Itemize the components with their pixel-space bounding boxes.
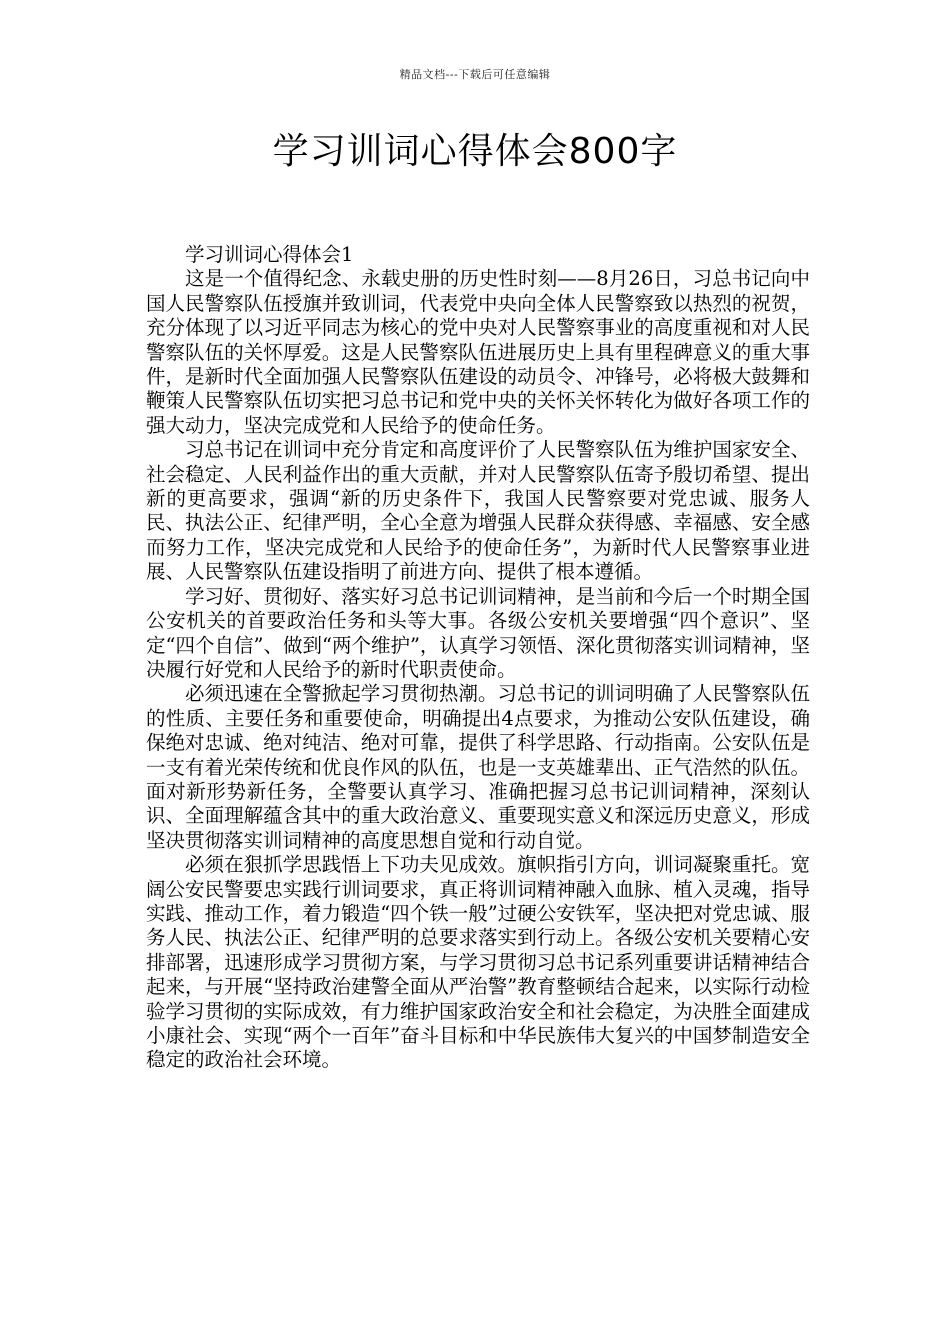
paragraph-5: 必须在狠抓学思践悟上下功夫见成效。旗帜指引方向，训词凝聚重托。宽阔公安民警要忠实践行训词要求，真正将训词精神融入血脉、植入灵魂，指导实践、推动工作，着力锻造“四个铁一般”过硬公安铁军，坚决把对党忠诚、服务人民、执法公正、纪律严明的总要求落实到行动上。各级公安机关要精心安排部署，迅速形成学习贯彻方案，与学习贯彻习总书记系列重要讲话精神结合起来，与开展“坚持政治建警全面从严治警”教育整顿结合起来，以实际行动检验学习贯彻的实际成效，有力维护国家政治安全和社会稳定，为决胜全面建成小康社会、实现“两个一百年”奋斗目标和中华民族伟大复兴的中国梦制造安全稳定的政治社会环境。 bbox=[146, 853, 810, 1072]
header-note: 精品文档---下载后可任意编辑 bbox=[399, 68, 551, 81]
page-title: 学习训词心得体会800字 bbox=[272, 131, 678, 172]
paragraph-3: 学习好、贯彻好、落实好习总书记训词精神，是当前和今后一个时期全国公安机关的首要政治任务和头等大事。各级公安机关要增强“四个意识”、坚定“四个自信”、做到“两个维护”，认真学习领悟、深化贯彻落实训词精神，坚决履行好党和人民给予的新时代职责使命。 bbox=[146, 584, 810, 681]
paragraph-4: 必须迅速在全警掀起学习贯彻热潮。习总书记的训词明确了人民警察队伍的性质、主要任务和重要使命，明确提出4点要求，为推动公安队伍建设，确保绝对忠诚、绝对纯洁、绝对可靠，提供了科学思路、行动指南。公安队伍是一支有着光荣传统和优良作风的队伍，也是一支英雄辈出、正气浩然的队伍。面对新形势新任务，全警要认真学习、准确把握习总书记训词精神，深刻认识、全面理解蕴含其中的重大政治意义、重要现实意义和深远历史意义，形成坚决贯彻落实训词精神的高度思想自觉和行动自觉。 bbox=[146, 682, 810, 852]
document-body bbox=[146, 243, 810, 1073]
paragraph-2: 习总书记在训词中充分肯定和高度评价了人民警察队伍为维护国家安全、社会稳定、人民利益作出的重大贡献，并对人民警察队伍寄予殷切希望、提出新的更高要求，强调“新的历史条件下，我国人民警察要对党忠诚、服务人民、执法公正、纪律严明，全心全意为增强人民群众获得感、幸福感、安全感而努力工作，坚决完成党和人民给予的使命任务”，为新时代人民警察事业进展、人民警察队伍建设指明了前进方向、提供了根本遵循。 bbox=[146, 438, 810, 584]
paragraph-1: 这是一个值得纪念、永载史册的历史性时刻——8月26日，习总书记向中国人民警察队伍授旗并致训词，代表党中央向全体人民警察致以热烈的祝贺，充分体现了以习近平同志为核心的党中央对人民警察事业的高度重视和对人民警察队伍的关怀厚爱。这是人民警察队伍进展历史上具有里程碑意义的重大事件，是新时代全面加强人民警察队伍建设的动员令、冲锋号，必将极大鼓舞和鞭策人民警察队伍切实把习总书记和党中央的关怀关怀转化为做好各项工作的强大动力，坚决完成党和人民给予的使命任务。 bbox=[146, 267, 810, 437]
section-heading: 学习训词心得体会1 bbox=[185, 243, 354, 266]
